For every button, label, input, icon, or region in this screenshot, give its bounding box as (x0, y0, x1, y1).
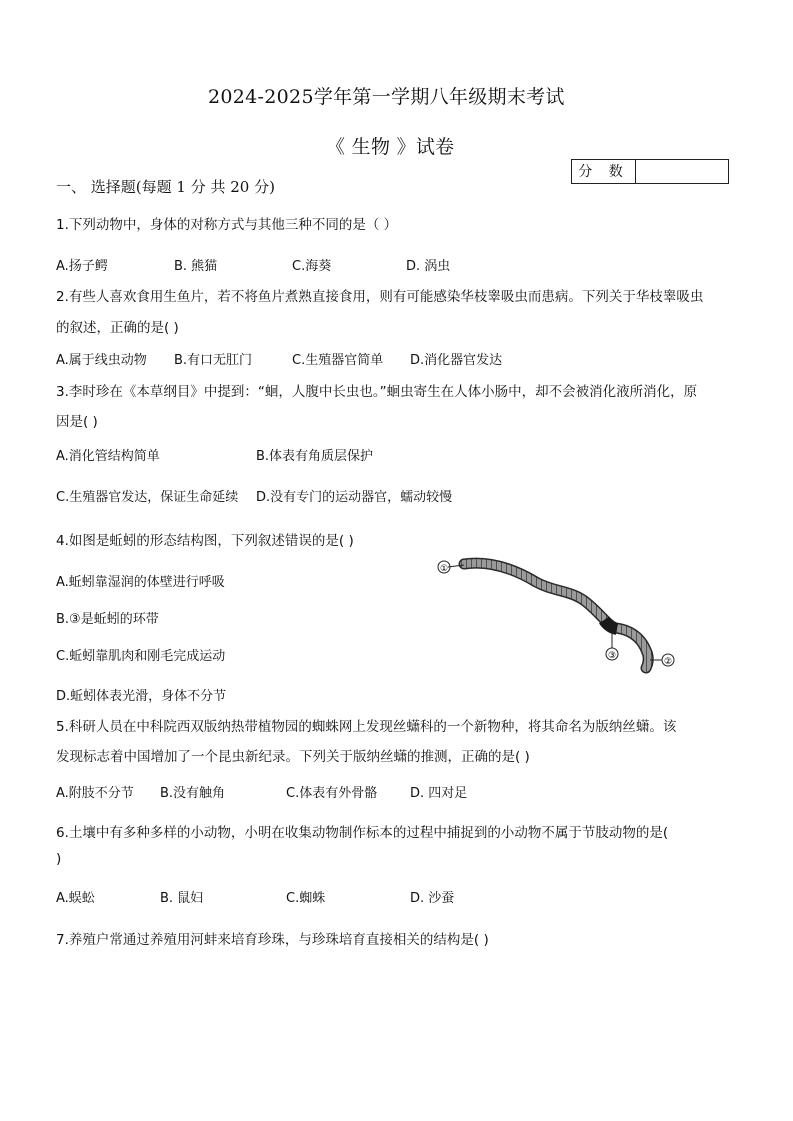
earthworm-body (464, 563, 648, 668)
q5-option-b: B.没有触角 (160, 786, 226, 801)
q2-option-c: C.生殖器官简单 (292, 353, 384, 368)
question-6-line2: ) (56, 851, 62, 867)
question-1-text: 1.下列动物中，身体的对称方式与其他三种不同的是（ ） (56, 217, 398, 233)
section-title: 一、 选择题(每题 1 分 共 20 分) (56, 178, 275, 196)
q3-option-c: C.生殖器官发达，保证生命延续 (56, 490, 239, 505)
score-value-field[interactable] (636, 160, 728, 183)
q1-option-c: C.海葵 (292, 259, 332, 274)
q3-option-b: B.体表有角质层保护 (256, 449, 374, 464)
question-2-line1: 2.有些人喜欢食用生鱼片，若不将鱼片煮熟直接食用，则有可能感染华枝睾吸虫而患病。下列关于华枝睾吸虫 (56, 289, 704, 305)
q2-option-a: A.属于线虫动物 (56, 353, 147, 368)
earthworm-clitellum (604, 620, 617, 629)
question-3-line2: 因是( ) (56, 414, 98, 430)
question-5-line2: 发现标志着中国增加了一个昆虫新纪录。下列关于版纳丝蟏的推测，正确的是( ) (56, 749, 530, 765)
score-label: 分 数 (572, 160, 636, 183)
q3-option-a: A.消化管结构简单 (56, 449, 160, 464)
q2-option-d: D.消化器官发达 (410, 353, 503, 368)
question-2-line2: 的叙述，正确的是( ) (56, 320, 179, 336)
question-3-line1: 3.李时珍在《本草纲目》中提到：“蛔，人腹中长虫也。”蛔虫寄生在人体小肠中，却不会被消化液所消化，原 (56, 384, 698, 400)
q1-option-d: D. 涡虫 (406, 259, 451, 274)
q5-option-d: D. 四对足 (410, 786, 468, 801)
q6-option-a: A.蜈蚣 (56, 891, 95, 906)
figure-label-3: ③ (607, 651, 617, 661)
question-4-text: 4.如图是蚯蚓的形态结构图，下列叙述错误的是( ) (56, 533, 354, 549)
figure-label-1: ① (439, 564, 449, 574)
earthworm-figure (436, 550, 686, 680)
q4-option-b: B.③是蚯蚓的环带 (56, 612, 159, 627)
q5-option-c: C.体表有外骨骼 (286, 786, 378, 801)
q6-option-b: B. 鼠妇 (160, 891, 204, 906)
exam-title: 2024-2025学年第一学期八年级期末考试 (208, 86, 565, 108)
score-box (571, 159, 729, 184)
figure-label-2: ② (663, 657, 673, 667)
q3-option-d: D.没有专门的运动器官，蠕动较慢 (256, 490, 453, 505)
question-5-line1: 5.科研人员在中科院西双版纳热带植物园的蜘蛛网上发现丝蟏科的一个新物种，将其命名为版纳丝蟏。该 (56, 719, 677, 735)
question-7-text: 7.养殖户常通过养殖用河蚌来培育珍珠，与珍珠培育直接相关的结构是( ) (56, 932, 489, 948)
q4-option-d: D.蚯蚓体表光滑，身体不分节 (56, 689, 227, 704)
q6-option-c: C.蜘蛛 (286, 891, 326, 906)
q4-option-c: C.蚯蚓靠肌肉和刚毛完成运动 (56, 649, 226, 664)
q1-option-b: B. 熊猫 (174, 259, 218, 274)
q5-option-a: A.附肢不分节 (56, 786, 134, 801)
question-6-line1: 6.土壤中有多种多样的小动物，小明在收集动物制作标本的过程中捕捉到的小动物不属于节肢动物的是( (56, 825, 669, 841)
exam-subtitle: 《 生物 》试卷 (326, 136, 455, 158)
q1-option-a: A.扬子鳄 (56, 259, 108, 274)
q2-option-b: B.有口无肛门 (174, 353, 253, 368)
q4-option-a: A.蚯蚓靠湿润的体壁进行呼吸 (56, 575, 225, 590)
q6-option-d: D. 沙蚕 (410, 891, 455, 906)
